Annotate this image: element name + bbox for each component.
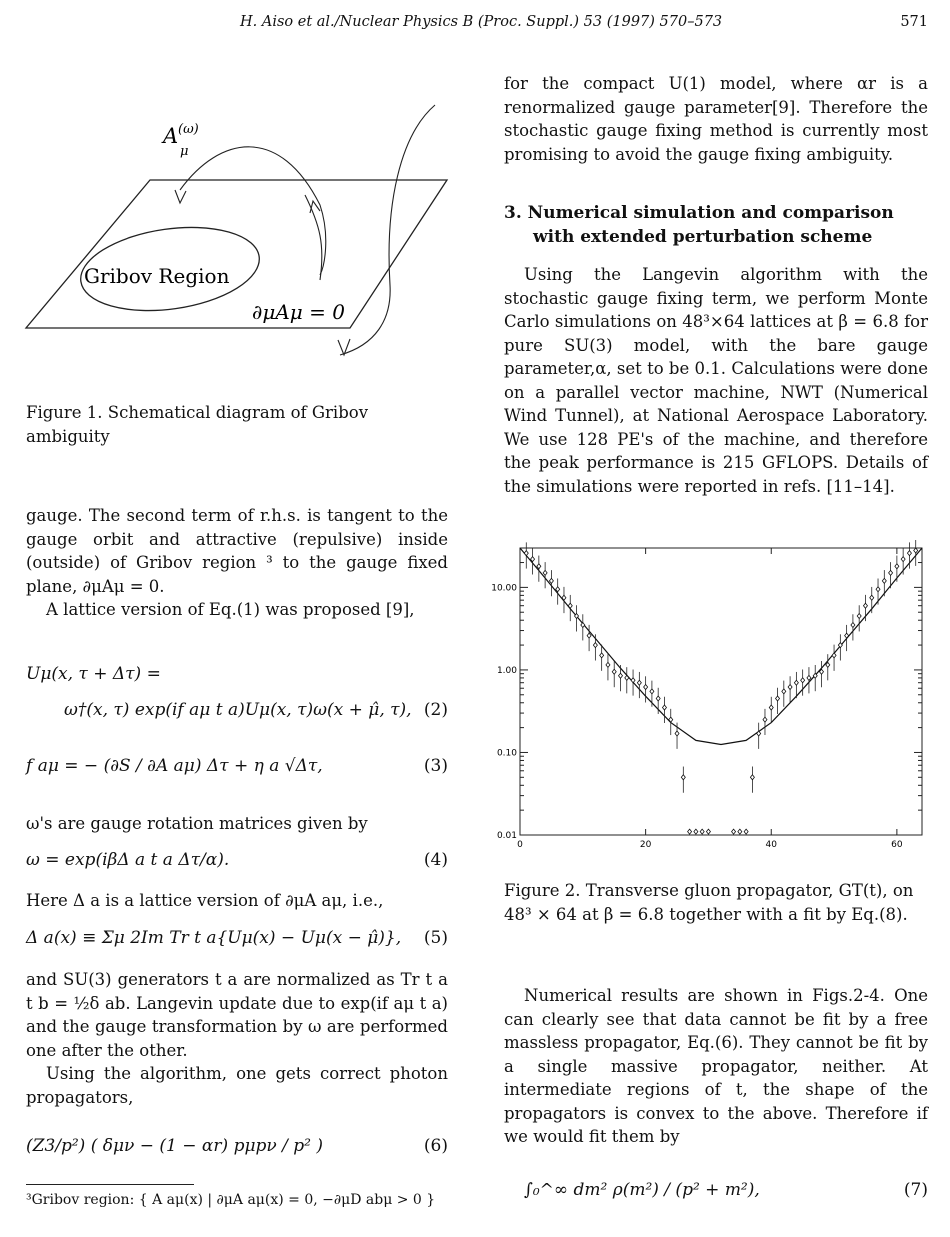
x-tick-label: 0 [517, 840, 523, 850]
page-number: 571 [900, 14, 928, 30]
gribov-region-label: Gribov Region [84, 264, 230, 288]
arrow-down-icon [175, 190, 186, 203]
data-point [732, 829, 736, 834]
y-tick-label: 0.10 [496, 748, 517, 759]
footnote-rule [26, 1184, 194, 1185]
data-point [650, 689, 654, 694]
equation-number: (2) [423, 700, 448, 720]
equation-6-body: (Z3/p²) ( δμν − (1 − αr) pμpν / p² ) [26, 1136, 323, 1156]
data-point [543, 570, 547, 575]
data-point [807, 675, 811, 680]
data-point [688, 829, 692, 834]
equation-number: (7) [903, 1180, 928, 1200]
footnote: ³Gribov region: { A aμ(x) | ∂μA aμ(x) = 0, −∂μD abμ > 0 } [26, 1192, 436, 1208]
equation-2-line1: Uμ(x, τ + Δτ) = [26, 664, 161, 684]
equation-2 [64, 700, 448, 720]
equation-2-line2: ω†(x, τ) exp(if aμ t a)Uμ(x, τ)ω(x + μ̂, τ), [64, 700, 412, 720]
data-point [769, 705, 773, 710]
data-point [782, 689, 786, 694]
equation-6 [26, 1136, 448, 1156]
y-tick-label: 0.01 [496, 831, 517, 841]
data-point [656, 696, 660, 701]
data-point [788, 685, 792, 690]
figure2-caption: Figure 2. Transverse gluon propagator, GT(t), on 48³ × 64 at β = 6.8 together with a fit by Eq.(8). [504, 881, 914, 924]
equation-number: (5) [423, 928, 448, 948]
figure1-label-omega: (ω) [178, 122, 199, 137]
figure1-diagram [20, 95, 460, 365]
gauge-plane-label: ∂μAμ = 0 [252, 300, 345, 324]
data-point [612, 669, 616, 674]
equation-number: (6) [423, 1136, 448, 1156]
equation-4 [26, 850, 448, 870]
equation-5 [26, 928, 448, 948]
section-heading [504, 201, 928, 249]
data-point [662, 705, 666, 710]
running-head: H. Aiso et al./Nuclear Physics B (Proc. Suppl.) 53 (1997) 570–573 [240, 14, 723, 30]
data-point [581, 623, 585, 628]
paragraph: gauge. The second term of r.h.s. is tangent to the gauge orbit and attractive (repulsive) inside (outside) of Gribov region ³ to the gauge fixed plane, ∂μAμ = 0. [26, 506, 448, 596]
section-title-line1: Numerical simulation and comparison [527, 203, 894, 223]
equation-number: (3) [423, 756, 448, 776]
left-column-lower [26, 968, 448, 1109]
x-tick-label: 40 [765, 840, 777, 850]
data-point [637, 680, 641, 685]
paragraph: A lattice version of Eq.(1) was proposed [9], [46, 600, 415, 619]
data-point [706, 829, 710, 834]
data-point [870, 595, 874, 600]
y-tick-label: 1.00 [496, 665, 517, 676]
figure2-chart [490, 540, 935, 852]
gauge-orbit-curve [180, 147, 326, 275]
data-point [644, 685, 648, 690]
data-point [914, 548, 918, 553]
figure1-label-mu: μ [180, 144, 189, 159]
data-point [524, 551, 528, 556]
section-title-line2: with extended perturbation scheme [533, 227, 873, 247]
data-point [857, 614, 861, 619]
equation-4-body: ω = exp(iβΔ a t a Δτ/α). [26, 850, 230, 870]
y-tick-label: 10.00 [491, 583, 517, 594]
outer-orbit-curve [340, 105, 435, 355]
left-column [26, 504, 448, 622]
data-point [776, 696, 780, 701]
data-point [744, 829, 748, 834]
data-point [863, 603, 867, 608]
data-point [794, 680, 798, 685]
data-point [882, 578, 886, 583]
paragraph: and SU(3) generators t a are normalized as Tr t a t b = ½δ ab. Langevin update due to exp(if aμ t a) and the gauge transformation by ω are performed one after the other. [26, 970, 448, 1060]
data-point [901, 557, 905, 562]
data-point [801, 678, 805, 683]
paragraph: Using the algorithm, one gets correct photon propagators, [26, 1064, 448, 1107]
plot-frame [520, 548, 922, 835]
orbit-return-curve [305, 195, 322, 280]
equation-7 [524, 1180, 928, 1200]
data-point [832, 653, 836, 658]
equation-3 [26, 756, 448, 776]
data-point [593, 643, 597, 648]
equation-3-body: f aμ = − (∂S / ∂A aμ) Δτ + η a √Δτ, [26, 756, 323, 776]
x-tick-label: 60 [891, 840, 903, 850]
x-tick-label: 20 [639, 840, 652, 850]
data-point [763, 717, 767, 722]
equation-5-body: Δ a(x) ≡ Σμ 2Im Tr t a{Uμ(x) − Uμ(x − μ̂)}, [26, 928, 402, 948]
figure1-label-a: A [163, 124, 179, 148]
gauge-plane [26, 180, 447, 328]
equation-7-body: ∫₀^∞ dm² ρ(m²) / (p² + m²), [524, 1180, 760, 1200]
data-point [851, 623, 855, 628]
data-point [606, 662, 610, 667]
paragraph: ω's are gauge rotation matrices given by [26, 814, 368, 833]
data-point [619, 673, 623, 678]
equation-number: (4) [423, 850, 448, 870]
section-number: 3. [504, 203, 522, 223]
data-point [738, 829, 742, 834]
paragraph: Using the Langevin algorithm with the stochastic gauge fixing term, we perform Monte Carlo simulations on 48³×64 lattices at β = 6.8 for pure SU(3) model, with the bare gauge parameter,α, set to be 0.1. Calculations were done on a parallel vector machine, NWT (Numerical Wind Tunnel), at National Aerospace Laboratory. We use 128 PE's of the machine, and therefore the peak performance is 215 GFLOPS. Details of the simulations were reported in refs. [11–14]. [504, 265, 928, 496]
data-point [757, 731, 761, 736]
data-point [549, 578, 553, 583]
data-point [587, 633, 591, 638]
data-point [681, 775, 685, 780]
data-point [700, 829, 704, 834]
data-point [631, 678, 635, 683]
fit-curve [520, 548, 922, 745]
paragraph: Numerical results are shown in Figs.2-4. One can clearly see that data cannot be fit by a free massless propagator, Eq.(6). They cannot be fit by a single massive propagator, neither. At intermediate regions of t, the shape of the propagators is convex to the above. Therefore if we would fit them by [504, 986, 928, 1146]
figure1-caption: Figure 1. Schematical diagram of Gribov ambiguity [26, 403, 369, 446]
data-point [675, 731, 679, 736]
data-point [907, 551, 911, 556]
data-point [750, 775, 754, 780]
data-point [600, 653, 604, 658]
data-point [694, 829, 698, 834]
data-point [895, 564, 899, 569]
paragraph: Here Δ a is a lattice version of ∂μA aμ, i.e., [26, 891, 384, 910]
data-point [889, 570, 893, 575]
data-point [876, 587, 880, 592]
paragraph: for the compact U(1) model, where αr is a renormalized gauge parameter[9]. Therefore the stochastic gauge fixing method is currently most promising to avoid the gauge fixing ambiguity. [504, 74, 928, 164]
